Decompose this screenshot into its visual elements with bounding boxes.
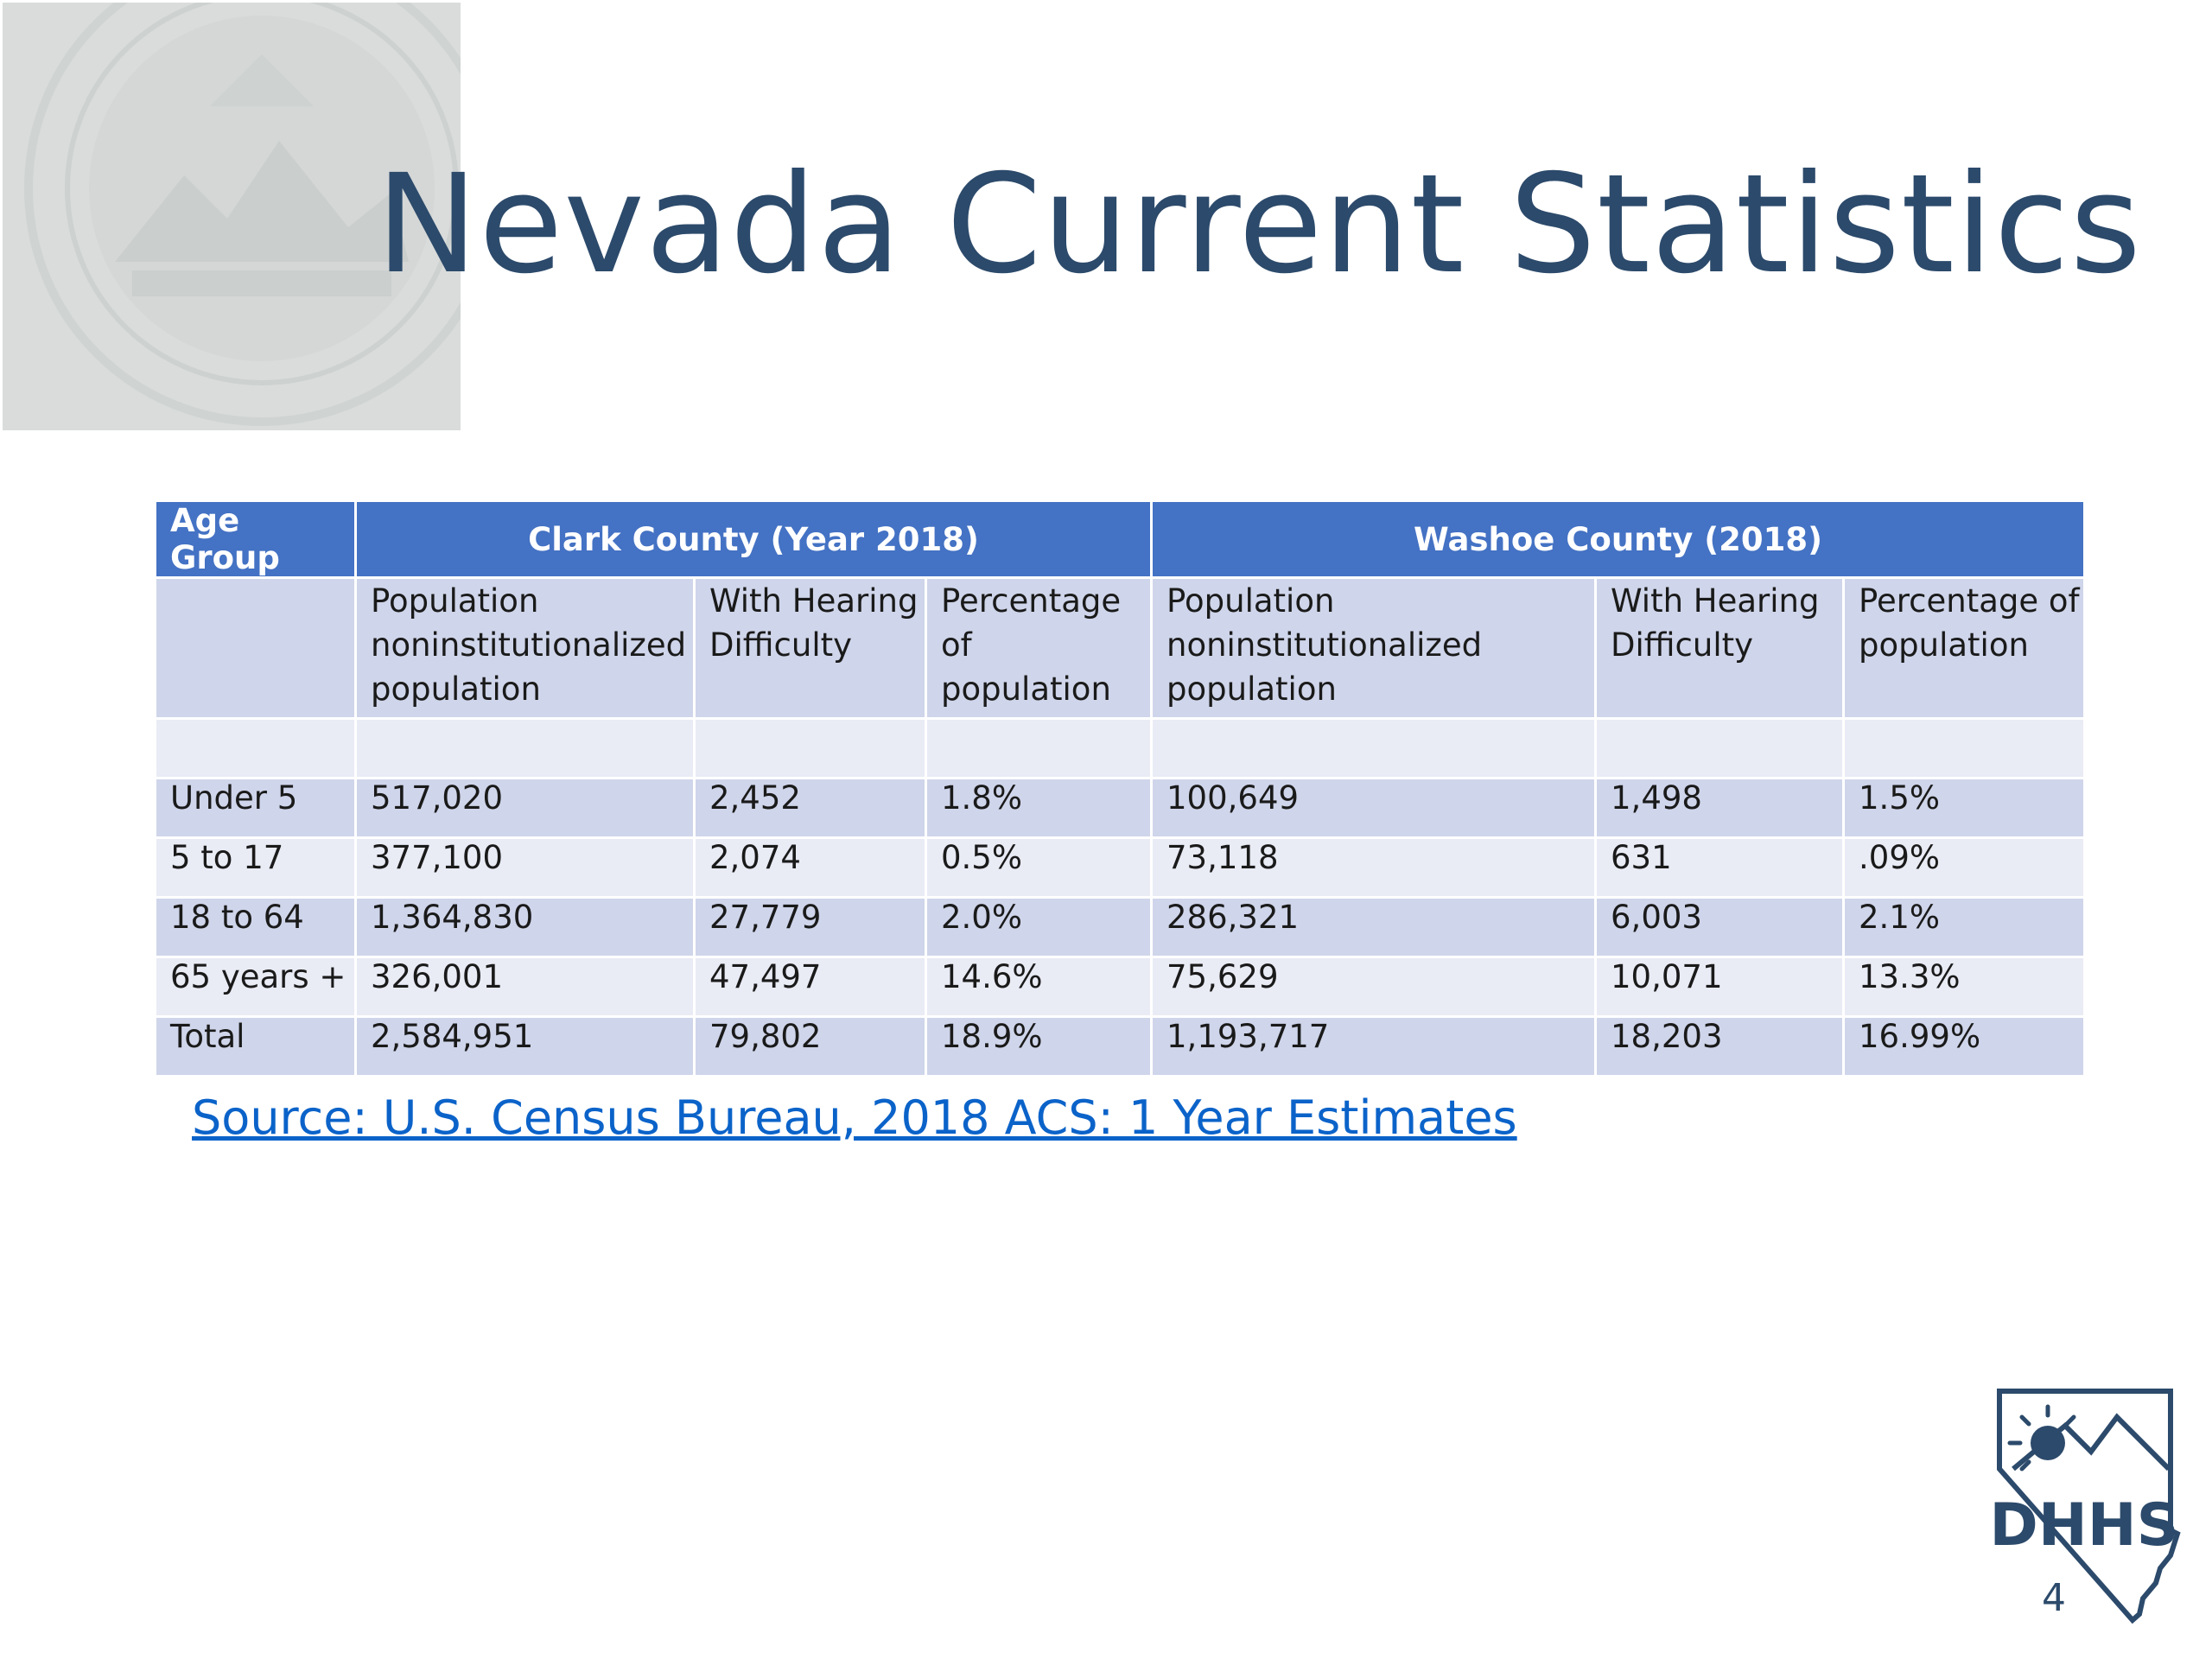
subheader-cell: Population noninstitutionalized population (1152, 578, 1596, 719)
table-row-total (156, 1017, 2085, 1077)
table-cell: 286,321 (1152, 898, 1596, 957)
table-cell: 6,003 (1596, 898, 1844, 957)
table-row (156, 957, 2085, 1017)
table-row (156, 779, 2085, 838)
table-cell: Under 5 (156, 779, 356, 838)
table-cell: 18 to 64 (156, 898, 356, 957)
subheader-cell: Percentage of population (926, 578, 1152, 719)
table-cell: 2.1% (1844, 898, 2085, 957)
table-header-row (156, 501, 2085, 578)
table-row (156, 898, 2085, 957)
table-cell: 0.5% (926, 838, 1152, 898)
subheader-cell: With Hearing Difficulty (695, 578, 926, 719)
table-cell: 73,118 (1152, 838, 1596, 898)
table-cell: 2,452 (695, 779, 926, 838)
table-blank-row (156, 719, 2085, 779)
page-number: 4 (2042, 1576, 2066, 1620)
header-clark-county: Clark County (Year 2018) (356, 501, 1152, 578)
table-cell: 5 to 17 (156, 838, 356, 898)
table-cell: 27,779 (695, 898, 926, 957)
table-cell: .09% (1844, 838, 2085, 898)
table-cell: 1,364,830 (356, 898, 695, 957)
table-cell: 1.5% (1844, 779, 2085, 838)
statistics-table (154, 499, 2086, 1077)
table-subheader-row (156, 578, 2085, 719)
table-cell: 14.6% (926, 957, 1152, 1017)
table-cell: Total (156, 1017, 356, 1077)
subheader-cell (156, 578, 356, 719)
table-cell: 10,071 (1596, 957, 1844, 1017)
table-cell: 47,497 (695, 957, 926, 1017)
slide-title: Nevada Current Statistics (376, 145, 2142, 304)
subheader-cell: Percentage of population (1844, 578, 2085, 719)
table-cell: 2,074 (695, 838, 926, 898)
table-cell: 517,020 (356, 779, 695, 838)
table-cell: 13.3% (1844, 957, 2085, 1017)
source-link[interactable]: Source: U.S. Census Bureau, 2018 ACS: 1 Year Estimates (192, 1090, 1517, 1145)
table-cell: 631 (1596, 838, 1844, 898)
table-cell: 326,001 (356, 957, 695, 1017)
dhhs-logo-icon (1987, 1382, 2186, 1633)
subheader-cell: With Hearing Difficulty (1596, 578, 1844, 719)
table-cell: 18,203 (1596, 1017, 1844, 1077)
table-cell: 100,649 (1152, 779, 1596, 838)
table-cell: 18.9% (926, 1017, 1152, 1077)
table-cell: 75,629 (1152, 957, 1596, 1017)
table-cell: 16.99% (1844, 1017, 2085, 1077)
header-washoe-county: Washoe County (2018) (1152, 501, 2085, 578)
table-cell: 1.8% (926, 779, 1152, 838)
table-cell: 1,498 (1596, 779, 1844, 838)
table-cell: 79,802 (695, 1017, 926, 1077)
table-row (156, 838, 2085, 898)
table-cell: 2,584,951 (356, 1017, 695, 1077)
header-age-group: Age Group (156, 501, 356, 578)
table-cell: 377,100 (356, 838, 695, 898)
subheader-cell: Population noninstitutionalized population (356, 578, 695, 719)
table-cell: 65 years + (156, 957, 356, 1017)
table-cell: 1,193,717 (1152, 1017, 1596, 1077)
logo-text: DHHS (1989, 1491, 2179, 1560)
table-cell: 2.0% (926, 898, 1152, 957)
